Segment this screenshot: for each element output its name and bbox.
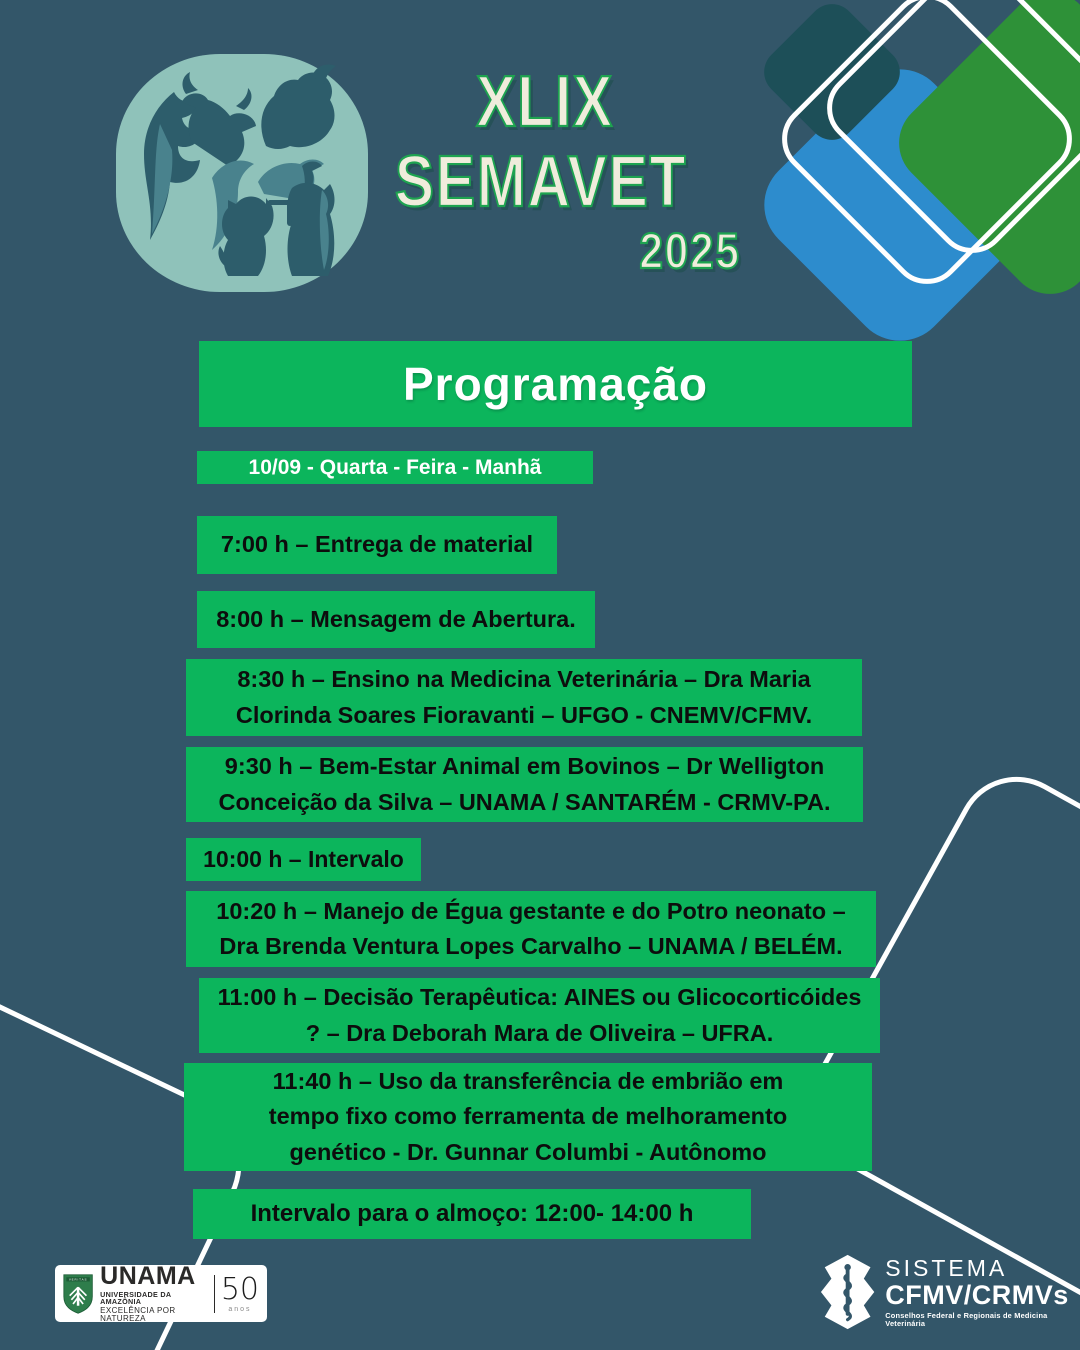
schedule-item: 10:20 h – Manejo de Égua gestante e do Potro neonato – Dra Brenda Ventura Lopes Carvalho – UNAMA / BELÉM.	[186, 891, 876, 967]
cfmv-subtitle: Conselhos Federal e Regionais de Medicina Veterinária	[885, 1310, 1048, 1328]
unama-50-years-badge	[214, 1271, 259, 1313]
schedule-item: 7:00 h – Entrega de material	[197, 516, 557, 574]
title-year: 2025	[639, 223, 741, 279]
schedule-lunch-item: Intervalo para o almoço: 12:00- 14:00 h	[193, 1189, 751, 1239]
cfmv-acronym: CFMV/CRMVs	[885, 1279, 1069, 1310]
schedule-item: 11:40 h – Uso da transferência de embrião em tempo fixo como ferramenta de melhoramento genético - Dr. Gunnar Columbi - Autônomo	[184, 1063, 872, 1171]
title-event-name: SEMAVET	[394, 142, 688, 222]
schedule-day-label: 10/09 - Quarta - Feira - Manhã	[197, 451, 593, 484]
title-roman-numeral: XLIX	[476, 62, 614, 142]
schedule-item: 9:30 h – Bem-Estar Animal em Bovinos – Dr Welligton Conceição da Silva – UNAMA / SANTARÉM - CRMV-PA.	[186, 747, 863, 822]
cfmv-logo	[820, 1252, 1080, 1332]
schedule-item: 8:30 h – Ensino na Medicina Veterinária – Dra Maria Clorinda Soares Fioravanti – UFGO - CNEMV/CFMV.	[186, 659, 862, 736]
anniversary-label: anos	[228, 1305, 252, 1313]
anniversary-number: 50	[220, 1271, 259, 1307]
schedule-item: 11:00 h – Decisão Terapêutica: AINES ou Glicocorticóides ? – Dra Deborah Mara de Oliveira – UFRA.	[199, 978, 880, 1053]
schedule-header: Programação	[199, 341, 912, 427]
unama-subtitle: UNIVERSIDADE DA AMAZÔNIA	[100, 1289, 172, 1306]
shield-motto: VERITAS	[68, 1277, 88, 1282]
schedule-item: 8:00 h – Mensagem de Abertura.	[197, 591, 595, 648]
semavet-animals-logo	[116, 54, 368, 292]
unama-shield-icon	[63, 1270, 93, 1318]
unama-logo	[55, 1261, 267, 1324]
unama-slogan: EXCELÊNCIA POR NATUREZA	[100, 1306, 176, 1324]
cfmv-system-label: SISTEMA	[885, 1255, 1008, 1282]
schedule-item: 10:00 h – Intervalo	[186, 838, 421, 881]
animals-icon	[116, 54, 368, 292]
unama-wordmark: UNAMA	[100, 1261, 196, 1290]
caduceus-icon	[820, 1252, 875, 1332]
